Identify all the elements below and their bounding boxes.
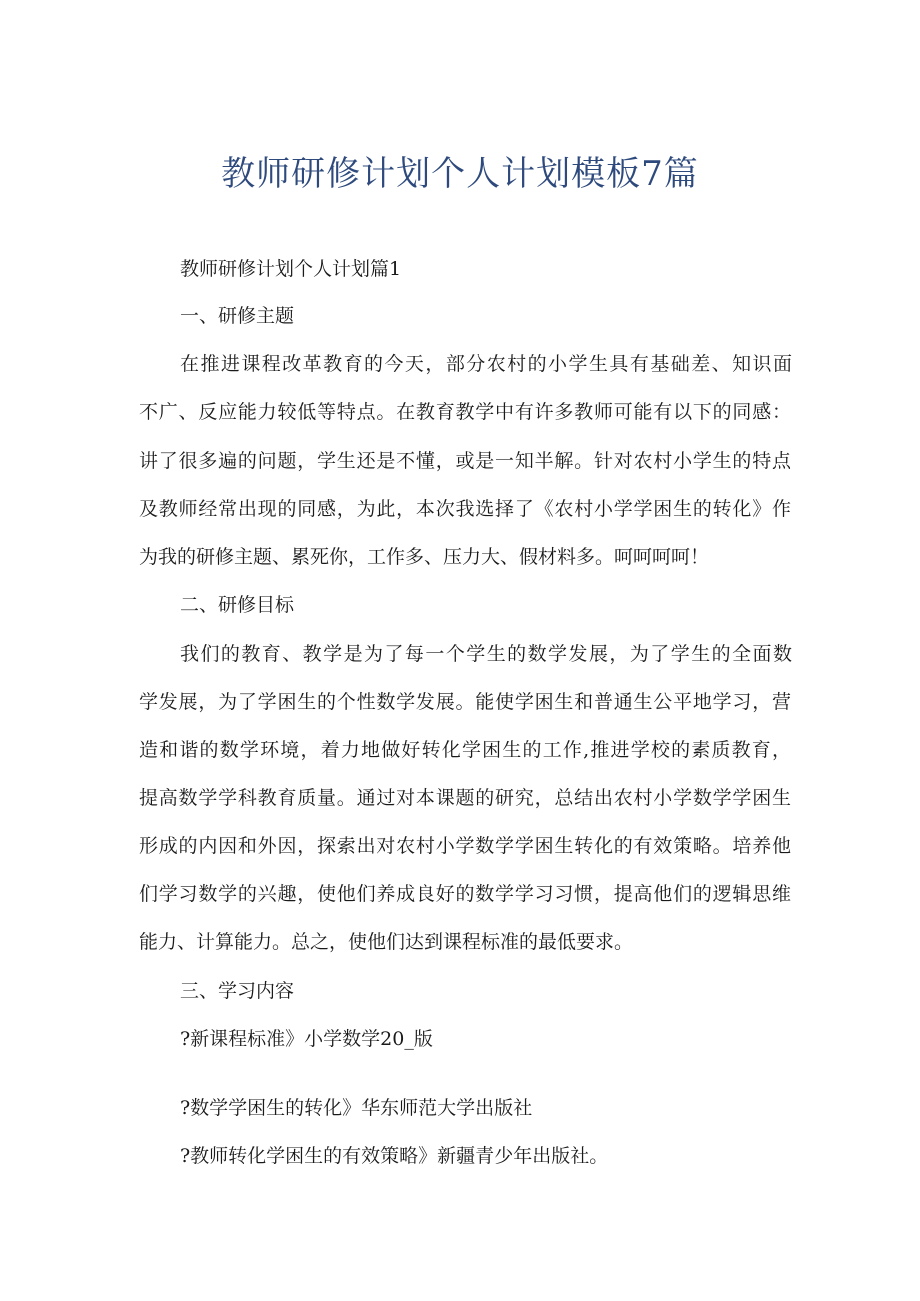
document-title: 教师研修计划个人计划模板7篇	[221, 154, 699, 194]
paragraph-line: 造和谐的数学环境，着力地做好转化学困生的工作,推进学校的素质教育，	[139, 739, 791, 761]
paragraph-line: 不广、反应能力较低等特点。在教育教学中有许多教师可能有以下的同感：	[139, 401, 791, 423]
paragraph-line: 为我的研修主题、累死你，工作多、压力大、假材料多。呵呵呵呵！	[139, 546, 710, 568]
paragraph-line: 在推进课程改革教育的今天，部分农村的小学生具有基础差、知识面	[180, 353, 792, 375]
paragraph-line: 讲了很多遍的问题，学生还是不懂，或是一知半解。针对农村小学生的特点	[139, 450, 791, 472]
paragraph-line: 能力、计算能力。总之，使他们达到课程标准的最低要求。	[139, 931, 634, 953]
heading-research-topic: 一、研修主题	[180, 305, 295, 327]
heading-study-content: 三、学习内容	[180, 980, 295, 1002]
paragraph-line: 及教师经常出现的同感，为此，本次我选择了《农村小学学困生的转化》作	[139, 498, 791, 520]
heading-research-goal: 二、研修目标	[180, 594, 295, 616]
reference-item: ?教师转化学困生的有效策略》新疆青少年出版社。	[180, 1145, 609, 1167]
section-heading-plan-1: 教师研修计划个人计划篇1	[180, 258, 402, 280]
paragraph-line: 提高数学学科教育质量。通过对本课题的研究，总结出农村小学数学学困生	[139, 787, 791, 809]
paragraph-line: 学发展，为了学困生的个性数学发展。能使学困生和普通生公平地学习，营	[139, 691, 791, 713]
reference-item: ?数学学困生的转化》华东师范大学出版社	[180, 1097, 533, 1119]
paragraph-line: 们学习数学的兴趣，使他们养成良好的数学学习习惯，提高他们的逻辑思维	[139, 883, 791, 905]
paragraph-line: 形成的内因和外因，探索出对农村小学数学学困生转化的有效策略。培养他	[139, 835, 791, 857]
paragraph-line: 我们的教育、教学是为了每一个学生的数学发展，为了学生的全面数	[180, 643, 792, 665]
reference-item: ?新课程标准》小学数学20_版	[180, 1028, 433, 1050]
